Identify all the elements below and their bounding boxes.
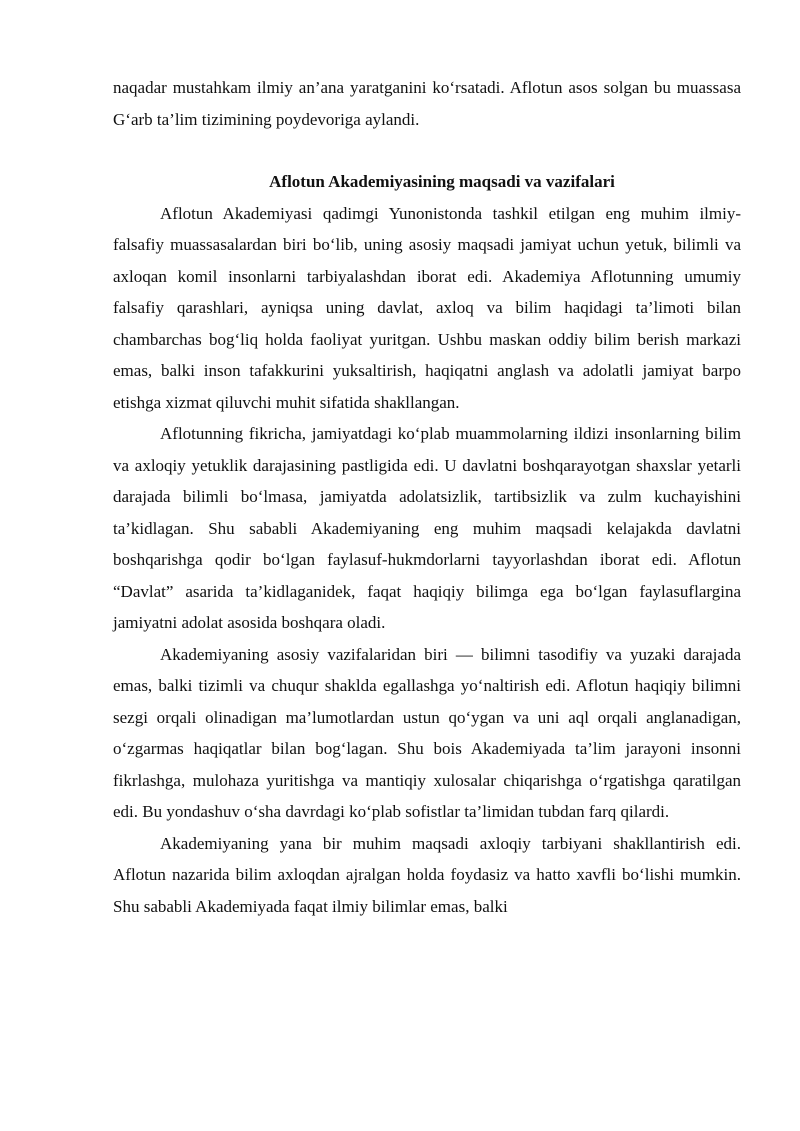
body-paragraph-2: Aflotunning fikricha, jamiyatdagi ko‘plab muammolarning ildizi insonlarning bilim va axloqiy yetuklik darajasining pastligida edi. U davlatni boshqarayotgan shaxslar yetarli darajada bilimli bo‘lmasa, jamiyatda adolatsizlik, tartibsizlik va zulm kuchayishini ta’kidlagan. Shu sababli Akademiyaning eng muhim maqsadi kelajakda davlatni boshqarishga qodir bo‘lgan faylasuf-hukmdorlarni tayyorlashdan iborat edi. Aflotun “Davlat” asarida ta’kidlaganidek, faqat haqiqiy bilimga ega bo‘lgan faylasuflargina jamiyatni adolat asosida boshqara oladi. xyxy=(113,424,741,632)
body-paragraph-3: Akademiyaning asosiy vazifalaridan biri — bilimni tasodifiy va yuzaki darajada emas, balki tizimli va chuqur shaklda egallashga yo‘naltirish edi. Aflotun haqiqiy bilimni sezgi orqali olinadigan ma’lumotlardan ustun qo‘ygan va uni aql orqali anglanadigan, o‘zgarmas haqiqatlar bilan bog‘lagan. Shu bois Akademiyada ta’lim jarayoni insonni fikrlashga, mulohaza yuritishga va mantiqiy xulosalar chiqarishga o‘rgatishga qaratilgan edi. Bu yondashuv o‘sha davrdagi ko‘plab sofistlar ta’limidan tubdan farq qilardi. xyxy=(113,644,741,821)
intro-paragraph: naqadar mustahkam ilmiy an’ana yaratganini ko‘rsatadi. Aflotun asos solgan bu muassasa G‘arb ta’lim tizimining poydevoriga aylandi. xyxy=(113,78,741,129)
section-heading: Aflotun Akademiyasining maqsadi va vazifalari xyxy=(269,172,615,191)
document-body xyxy=(113,72,741,922)
body-paragraph-1: Aflotun Akademiyasi qadimgi Yunonistonda tashkil etilgan eng muhim ilmiy-falsafiy muassasalardan biri bo‘lib, uning asosiy maqsadi jamiyat uchun yetuk, bilimli va axloqan komil insonlarni tarbiyalashdan iborat edi. Akademiya Aflotunning umumiy falsafiy qarashlari, ayniqsa uning davlat, axloq va bilim haqidagi ta’limoti bilan chambarchas bog‘liq holda faoliyat yuritgan. Ushbu maskan oddiy bilim berish markazi emas, balki inson tafakkurini yuksaltirish, haqiqatni anglash va adolatli jamiyat barpo etishga xizmat qiluvchi muhit sifatida shakllangan. xyxy=(113,203,741,412)
body-paragraph-4: Akademiyaning yana bir muhim maqsadi axloqiy tarbiyani shakllantirish edi. Aflotun nazarida bilim axloqdan ajralgan holda foydasiz va hatto xavfli bo‘lishi mumkin. Shu sababli Akademiyada faqat ilmiy bilimlar emas, balki xyxy=(113,833,741,916)
